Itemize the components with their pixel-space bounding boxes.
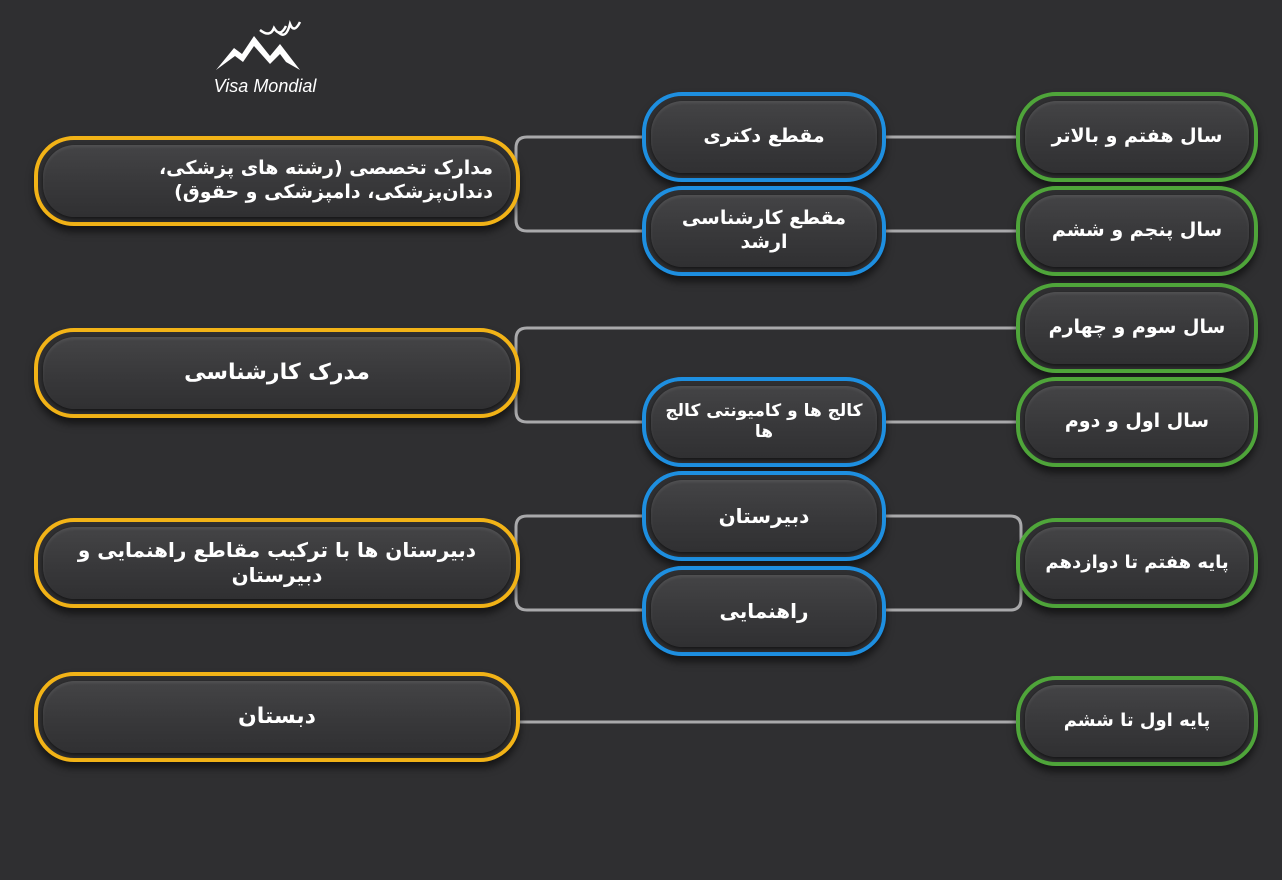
year-1-2	[1016, 377, 1258, 467]
stage-doctorate	[642, 92, 886, 182]
grade-1-6-label: پایه اول تا ششم	[1063, 709, 1211, 731]
year-1-2-label: سال اول و دوم	[1064, 410, 1210, 433]
grade-1-6	[1016, 676, 1258, 766]
brand-name: Visa Mondial	[213, 76, 317, 96]
degree-highschool-label: دبیرستان ها با ترکیب مقاطع راهنمایی و دبیرستان	[77, 538, 477, 587]
degree-bachelor-label: مدرک کارشناسی	[184, 360, 370, 386]
grade-7-12-label: پایه هفتم تا دوازدهم	[1045, 551, 1229, 573]
stage-colleges-label: کالج ها و کامیونتی کالج ها	[665, 400, 863, 442]
stage-middle-label: راهنمایی	[719, 598, 809, 623]
mountain-logo-icon	[190, 14, 340, 76]
connector-highschool-stages	[516, 516, 646, 610]
degree-highschool	[34, 518, 520, 608]
year-3-4	[1016, 283, 1258, 373]
degree-elementary	[34, 672, 520, 762]
stage-masters	[642, 186, 886, 276]
degree-specialized	[34, 136, 520, 226]
year-5-6	[1016, 186, 1258, 276]
year-7-plus	[1016, 92, 1258, 182]
brand-logo	[190, 14, 340, 104]
year-5-6-label: سال پنجم و ششم	[1051, 219, 1223, 242]
degree-bachelor	[34, 328, 520, 418]
year-3-4-label: سال سوم و چهارم	[1048, 316, 1226, 339]
stage-colleges	[642, 377, 886, 467]
stage-masters-label: مقطع کارشناسی ارشد	[681, 207, 847, 253]
stage-doctorate-label: مقطع دکتری	[703, 125, 825, 148]
degree-elementary-label: دبستان	[238, 704, 316, 730]
degree-specialized-label: مدارک تخصصی (رشته های پزشکی، دندان‌پزشکی، دامپزشکی و حقوق)	[158, 157, 493, 203]
stage-middle	[642, 566, 886, 656]
connector-doctorate-specialized	[516, 137, 646, 231]
grade-7-12	[1016, 518, 1258, 608]
connector-g712-stages	[884, 516, 1021, 610]
year-7-plus-label: سال هفتم و بالاتر	[1051, 125, 1223, 148]
stage-high-label: دبیرستان	[718, 503, 810, 528]
stage-high	[642, 471, 886, 561]
